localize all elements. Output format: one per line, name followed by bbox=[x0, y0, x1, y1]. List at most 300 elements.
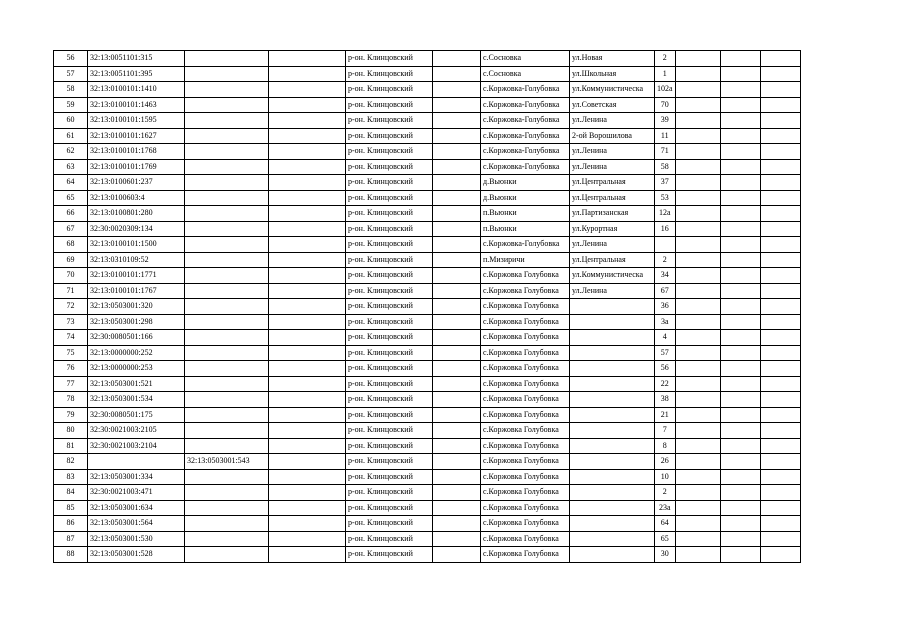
cadastral-number-alt: 32:13:0503001:543 bbox=[185, 454, 269, 470]
blank-cell bbox=[720, 206, 760, 222]
blank-cell bbox=[720, 237, 760, 253]
row-number: 69 bbox=[54, 252, 88, 268]
cadastral-number-alt bbox=[185, 516, 269, 532]
district: р-он. Клинцовский bbox=[346, 361, 433, 377]
blank-cell bbox=[433, 144, 481, 160]
blank-cell bbox=[433, 159, 481, 175]
cadastral-number: 32:13:0051101:315 bbox=[88, 51, 185, 67]
cadastral-number: 32:13:0100603:4 bbox=[88, 190, 185, 206]
cadastral-number: 32:13:0100101:1627 bbox=[88, 128, 185, 144]
street: ул.Центральная bbox=[570, 252, 655, 268]
blank-cell bbox=[675, 283, 720, 299]
locality: с.Коржовка Голубовка bbox=[481, 330, 570, 346]
locality: п.Мизиричи bbox=[481, 252, 570, 268]
row-number: 72 bbox=[54, 299, 88, 315]
district: р-он. Клинцовский bbox=[346, 97, 433, 113]
blank-cell bbox=[269, 268, 346, 284]
cadastral-number: 32:13:0503001:334 bbox=[88, 469, 185, 485]
blank-cell bbox=[675, 407, 720, 423]
blank-cell bbox=[760, 376, 800, 392]
row-number: 87 bbox=[54, 531, 88, 547]
row-number: 62 bbox=[54, 144, 88, 160]
blank-cell bbox=[675, 438, 720, 454]
table-row bbox=[54, 268, 801, 284]
house-number: 39 bbox=[655, 113, 676, 129]
cadastral-number-alt bbox=[185, 283, 269, 299]
blank-cell bbox=[675, 190, 720, 206]
street bbox=[570, 469, 655, 485]
cadastral-number-alt bbox=[185, 485, 269, 501]
blank-cell bbox=[433, 51, 481, 67]
house-number: 53 bbox=[655, 190, 676, 206]
district: р-он. Клинцовский bbox=[346, 221, 433, 237]
blank-cell bbox=[720, 283, 760, 299]
street: ул.Новая bbox=[570, 51, 655, 67]
cadastral-number: 32:13:0503001:534 bbox=[88, 392, 185, 408]
district: р-он. Клинцовский bbox=[346, 175, 433, 191]
street bbox=[570, 361, 655, 377]
district: р-он. Клинцовский bbox=[346, 159, 433, 175]
district: р-он. Клинцовский bbox=[346, 423, 433, 439]
cadastral-number: 32:13:0503001:530 bbox=[88, 531, 185, 547]
table-row bbox=[54, 237, 801, 253]
cadastral-number: 32:13:0503001:634 bbox=[88, 500, 185, 516]
blank-cell bbox=[433, 237, 481, 253]
blank-cell bbox=[433, 407, 481, 423]
cadastral-number: 32:13:0000000:252 bbox=[88, 345, 185, 361]
table-row bbox=[54, 531, 801, 547]
locality: с.Коржовка Голубовка bbox=[481, 345, 570, 361]
blank-cell bbox=[675, 206, 720, 222]
district: р-он. Клинцовский bbox=[346, 547, 433, 563]
blank-cell bbox=[675, 128, 720, 144]
house-number: 23а bbox=[655, 500, 676, 516]
locality: с.Коржовка Голубовка bbox=[481, 531, 570, 547]
cadastral-number: 32:13:0100101:1768 bbox=[88, 144, 185, 160]
blank-cell bbox=[433, 361, 481, 377]
district: р-он. Клинцовский bbox=[346, 485, 433, 501]
blank-cell bbox=[675, 159, 720, 175]
blank-cell bbox=[433, 531, 481, 547]
register-rows bbox=[54, 51, 801, 563]
blank-cell bbox=[720, 469, 760, 485]
row-number: 83 bbox=[54, 469, 88, 485]
street bbox=[570, 345, 655, 361]
blank-cell bbox=[675, 314, 720, 330]
blank-cell bbox=[760, 392, 800, 408]
blank-cell bbox=[720, 345, 760, 361]
cadastral-number-alt bbox=[185, 345, 269, 361]
blank-cell bbox=[675, 51, 720, 67]
table-row bbox=[54, 485, 801, 501]
row-number: 71 bbox=[54, 283, 88, 299]
blank-cell bbox=[675, 361, 720, 377]
district: р-он. Клинцовский bbox=[346, 66, 433, 82]
blank-cell bbox=[269, 283, 346, 299]
district: р-он. Клинцовский bbox=[346, 531, 433, 547]
blank-cell bbox=[269, 221, 346, 237]
locality: п.Вьюнки bbox=[481, 221, 570, 237]
blank-cell bbox=[433, 516, 481, 532]
blank-cell bbox=[433, 547, 481, 563]
blank-cell bbox=[760, 283, 800, 299]
blank-cell bbox=[720, 159, 760, 175]
locality: с.Коржовка Голубовка bbox=[481, 268, 570, 284]
table-row bbox=[54, 128, 801, 144]
table-row bbox=[54, 547, 801, 563]
district: р-он. Клинцовский bbox=[346, 392, 433, 408]
cadastral-number: 32:13:0100101:1463 bbox=[88, 97, 185, 113]
district: р-он. Клинцовский bbox=[346, 82, 433, 98]
cadastral-number: 32:30:0021003:2104 bbox=[88, 438, 185, 454]
house-number: 67 bbox=[655, 283, 676, 299]
house-number: 70 bbox=[655, 97, 676, 113]
blank-cell bbox=[269, 423, 346, 439]
row-number: 85 bbox=[54, 500, 88, 516]
blank-cell bbox=[269, 299, 346, 315]
blank-cell bbox=[269, 407, 346, 423]
street bbox=[570, 438, 655, 454]
blank-cell bbox=[269, 82, 346, 98]
locality: с.Коржовка Голубовка bbox=[481, 438, 570, 454]
district: р-он. Клинцовский bbox=[346, 144, 433, 160]
blank-cell bbox=[720, 376, 760, 392]
cadastral-number-alt bbox=[185, 361, 269, 377]
row-number: 74 bbox=[54, 330, 88, 346]
district: р-он. Клинцовский bbox=[346, 237, 433, 253]
cadastral-number-alt bbox=[185, 128, 269, 144]
cadastral-number: 32:30:0021003:2105 bbox=[88, 423, 185, 439]
blank-cell bbox=[760, 97, 800, 113]
locality: с.Коржовка-Голубовка bbox=[481, 82, 570, 98]
blank-cell bbox=[675, 485, 720, 501]
table-row bbox=[54, 299, 801, 315]
street: ул.Партизанская bbox=[570, 206, 655, 222]
cadastral-number-alt bbox=[185, 268, 269, 284]
blank-cell bbox=[760, 516, 800, 532]
blank-cell bbox=[433, 66, 481, 82]
locality: с.Коржовка Голубовка bbox=[481, 485, 570, 501]
blank-cell bbox=[720, 97, 760, 113]
street bbox=[570, 485, 655, 501]
blank-cell bbox=[269, 175, 346, 191]
blank-cell bbox=[269, 252, 346, 268]
blank-cell bbox=[433, 190, 481, 206]
street: ул.Коммунистическа bbox=[570, 82, 655, 98]
row-number: 57 bbox=[54, 66, 88, 82]
district: р-он. Клинцовский bbox=[346, 190, 433, 206]
house-number: 37 bbox=[655, 175, 676, 191]
cadastral-number bbox=[88, 454, 185, 470]
cadastral-number-alt bbox=[185, 221, 269, 237]
cadastral-number-alt bbox=[185, 392, 269, 408]
table-row bbox=[54, 345, 801, 361]
blank-cell bbox=[675, 299, 720, 315]
blank-cell bbox=[433, 469, 481, 485]
locality: с.Коржовка Голубовка bbox=[481, 500, 570, 516]
district: р-он. Клинцовский bbox=[346, 407, 433, 423]
house-number: 2 bbox=[655, 51, 676, 67]
table-row bbox=[54, 454, 801, 470]
blank-cell bbox=[760, 221, 800, 237]
cadastral-number: 32:13:0100101:1767 bbox=[88, 283, 185, 299]
cadastral-number: 32:30:0021003:471 bbox=[88, 485, 185, 501]
blank-cell bbox=[760, 500, 800, 516]
locality: с.Коржовка-Голубовка bbox=[481, 159, 570, 175]
blank-cell bbox=[269, 66, 346, 82]
street bbox=[570, 314, 655, 330]
district: р-он. Клинцовский bbox=[346, 469, 433, 485]
district: р-он. Клинцовский bbox=[346, 268, 433, 284]
blank-cell bbox=[720, 175, 760, 191]
locality: с.Коржовка Голубовка bbox=[481, 299, 570, 315]
blank-cell bbox=[433, 221, 481, 237]
blank-cell bbox=[675, 469, 720, 485]
cadastral-number-alt bbox=[185, 330, 269, 346]
house-number: 2 bbox=[655, 252, 676, 268]
blank-cell bbox=[675, 454, 720, 470]
blank-cell bbox=[269, 531, 346, 547]
blank-cell bbox=[760, 190, 800, 206]
cadastral-number-alt bbox=[185, 97, 269, 113]
table-row bbox=[54, 516, 801, 532]
blank-cell bbox=[269, 469, 346, 485]
table-row bbox=[54, 330, 801, 346]
blank-cell bbox=[675, 113, 720, 129]
blank-cell bbox=[269, 113, 346, 129]
street bbox=[570, 531, 655, 547]
row-number: 61 bbox=[54, 128, 88, 144]
blank-cell bbox=[760, 175, 800, 191]
cadastral-number-alt bbox=[185, 547, 269, 563]
street: ул.Ленина bbox=[570, 283, 655, 299]
cadastral-number: 32:13:0503001:320 bbox=[88, 299, 185, 315]
street: ул.Советская bbox=[570, 97, 655, 113]
blank-cell bbox=[760, 407, 800, 423]
blank-cell bbox=[433, 175, 481, 191]
street bbox=[570, 547, 655, 563]
house-number: 12а bbox=[655, 206, 676, 222]
blank-cell bbox=[433, 97, 481, 113]
cadastral-number-alt bbox=[185, 500, 269, 516]
blank-cell bbox=[760, 361, 800, 377]
blank-cell bbox=[433, 314, 481, 330]
locality: с.Коржовка Голубовка bbox=[481, 469, 570, 485]
blank-cell bbox=[760, 66, 800, 82]
blank-cell bbox=[675, 392, 720, 408]
blank-cell bbox=[433, 252, 481, 268]
cadastral-number-alt bbox=[185, 206, 269, 222]
locality: с.Сосновка bbox=[481, 66, 570, 82]
blank-cell bbox=[760, 237, 800, 253]
locality: с.Коржовка Голубовка bbox=[481, 454, 570, 470]
street bbox=[570, 516, 655, 532]
blank-cell bbox=[675, 500, 720, 516]
street: ул.Курортная bbox=[570, 221, 655, 237]
street: ул.Центральная bbox=[570, 190, 655, 206]
street bbox=[570, 500, 655, 516]
blank-cell bbox=[720, 66, 760, 82]
blank-cell bbox=[720, 438, 760, 454]
house-number: 56 bbox=[655, 361, 676, 377]
house-number: 34 bbox=[655, 268, 676, 284]
row-number: 66 bbox=[54, 206, 88, 222]
table-row bbox=[54, 51, 801, 67]
blank-cell bbox=[433, 392, 481, 408]
locality: с.Коржовка Голубовка bbox=[481, 423, 570, 439]
table-row bbox=[54, 438, 801, 454]
house-number: 65 bbox=[655, 531, 676, 547]
blank-cell bbox=[760, 438, 800, 454]
blank-cell bbox=[433, 299, 481, 315]
street bbox=[570, 454, 655, 470]
blank-cell bbox=[269, 190, 346, 206]
table-row bbox=[54, 407, 801, 423]
table-row bbox=[54, 361, 801, 377]
row-number: 67 bbox=[54, 221, 88, 237]
house-number: 8 bbox=[655, 438, 676, 454]
cadastral-number-alt bbox=[185, 407, 269, 423]
locality: д.Вьюнки bbox=[481, 175, 570, 191]
district: р-он. Клинцовский bbox=[346, 376, 433, 392]
row-number: 60 bbox=[54, 113, 88, 129]
cadastral-number: 32:13:0100101:1410 bbox=[88, 82, 185, 98]
row-number: 86 bbox=[54, 516, 88, 532]
blank-cell bbox=[720, 252, 760, 268]
blank-cell bbox=[675, 144, 720, 160]
row-number: 81 bbox=[54, 438, 88, 454]
house-number: 36 bbox=[655, 299, 676, 315]
blank-cell bbox=[433, 128, 481, 144]
blank-cell bbox=[433, 113, 481, 129]
locality: с.Сосновка bbox=[481, 51, 570, 67]
row-number: 76 bbox=[54, 361, 88, 377]
district: р-он. Клинцовский bbox=[346, 51, 433, 67]
table-row bbox=[54, 66, 801, 82]
street: ул.Ленина bbox=[570, 159, 655, 175]
blank-cell bbox=[433, 330, 481, 346]
blank-cell bbox=[269, 237, 346, 253]
cadastral-number: 32:30:0080501:175 bbox=[88, 407, 185, 423]
street: ул.Центральная bbox=[570, 175, 655, 191]
cadastral-number: 32:13:0100601:237 bbox=[88, 175, 185, 191]
table-row bbox=[54, 221, 801, 237]
cadastral-number-alt bbox=[185, 531, 269, 547]
locality: д.Вьюнки bbox=[481, 190, 570, 206]
cadastral-number-alt bbox=[185, 66, 269, 82]
locality: п.Вьюнки bbox=[481, 206, 570, 222]
table-row bbox=[54, 113, 801, 129]
street bbox=[570, 392, 655, 408]
blank-cell bbox=[720, 361, 760, 377]
street: ул.Ленина bbox=[570, 113, 655, 129]
cadastral-number: 32:13:0100101:1595 bbox=[88, 113, 185, 129]
cadastral-number-alt bbox=[185, 299, 269, 315]
district: р-он. Клинцовский bbox=[346, 113, 433, 129]
cadastral-number: 32:13:0310109:52 bbox=[88, 252, 185, 268]
blank-cell bbox=[760, 330, 800, 346]
table-row bbox=[54, 159, 801, 175]
district: р-он. Клинцовский bbox=[346, 206, 433, 222]
blank-cell bbox=[433, 82, 481, 98]
blank-cell bbox=[720, 500, 760, 516]
district: р-он. Клинцовский bbox=[346, 454, 433, 470]
locality: с.Коржовка Голубовка bbox=[481, 283, 570, 299]
blank-cell bbox=[720, 547, 760, 563]
row-number: 59 bbox=[54, 97, 88, 113]
blank-cell bbox=[269, 128, 346, 144]
locality: с.Коржовка Голубовка bbox=[481, 516, 570, 532]
blank-cell bbox=[720, 407, 760, 423]
street: ул.Школьная bbox=[570, 66, 655, 82]
row-number: 77 bbox=[54, 376, 88, 392]
locality: с.Коржовка-Голубовка bbox=[481, 237, 570, 253]
blank-cell bbox=[433, 500, 481, 516]
blank-cell bbox=[269, 345, 346, 361]
house-number: 102а bbox=[655, 82, 676, 98]
cadastral-number-alt bbox=[185, 190, 269, 206]
blank-cell bbox=[760, 268, 800, 284]
locality: с.Коржовка Голубовка bbox=[481, 314, 570, 330]
house-number: 26 bbox=[655, 454, 676, 470]
street bbox=[570, 330, 655, 346]
blank-cell bbox=[720, 144, 760, 160]
blank-cell bbox=[760, 314, 800, 330]
blank-cell bbox=[675, 252, 720, 268]
blank-cell bbox=[675, 237, 720, 253]
blank-cell bbox=[433, 423, 481, 439]
cadastral-number-alt bbox=[185, 376, 269, 392]
blank-cell bbox=[760, 423, 800, 439]
district: р-он. Клинцовский bbox=[346, 128, 433, 144]
blank-cell bbox=[675, 82, 720, 98]
blank-cell bbox=[760, 454, 800, 470]
blank-cell bbox=[760, 531, 800, 547]
table-row bbox=[54, 206, 801, 222]
house-number: 2 bbox=[655, 485, 676, 501]
district: р-он. Клинцовский bbox=[346, 330, 433, 346]
table-row bbox=[54, 423, 801, 439]
blank-cell bbox=[720, 51, 760, 67]
locality: с.Коржовка Голубовка bbox=[481, 407, 570, 423]
street: ул.Ленина bbox=[570, 144, 655, 160]
table-row bbox=[54, 392, 801, 408]
table-row bbox=[54, 82, 801, 98]
cadastral-number: 32:13:0503001:298 bbox=[88, 314, 185, 330]
district: р-он. Клинцовский bbox=[346, 438, 433, 454]
blank-cell bbox=[269, 159, 346, 175]
blank-cell bbox=[269, 361, 346, 377]
district: р-он. Клинцовский bbox=[346, 299, 433, 315]
blank-cell bbox=[269, 454, 346, 470]
blank-cell bbox=[269, 376, 346, 392]
blank-cell bbox=[269, 144, 346, 160]
row-number: 80 bbox=[54, 423, 88, 439]
blank-cell bbox=[675, 97, 720, 113]
house-number: 30 bbox=[655, 547, 676, 563]
house-number: 58 bbox=[655, 159, 676, 175]
blank-cell bbox=[720, 314, 760, 330]
cadastral-number-alt bbox=[185, 175, 269, 191]
blank-cell bbox=[720, 423, 760, 439]
register-sheet bbox=[53, 50, 801, 563]
cadastral-number: 32:30:0080501:166 bbox=[88, 330, 185, 346]
blank-cell bbox=[760, 51, 800, 67]
house-number: 38 bbox=[655, 392, 676, 408]
cadastral-number-alt bbox=[185, 237, 269, 253]
cadastral-number-alt bbox=[185, 82, 269, 98]
street bbox=[570, 376, 655, 392]
